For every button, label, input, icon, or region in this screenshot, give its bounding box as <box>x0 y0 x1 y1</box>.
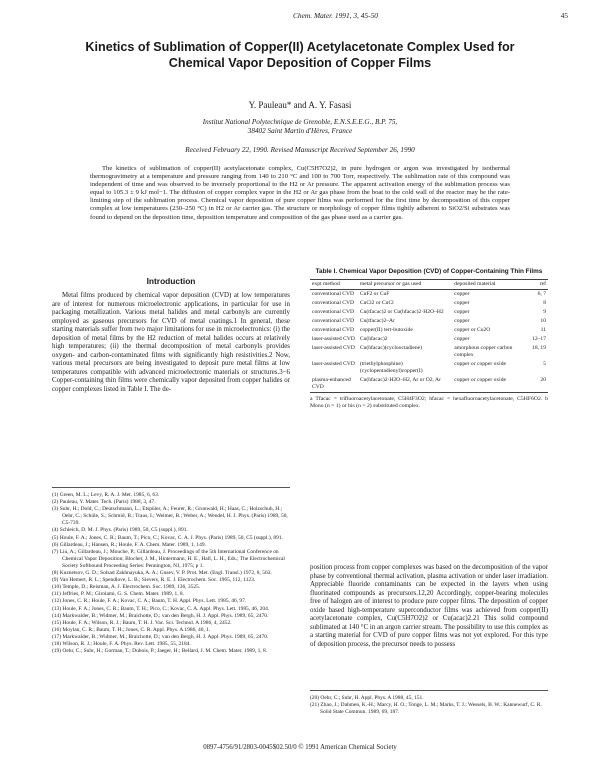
introduction-heading: Introduction <box>146 276 196 286</box>
table-cell: conventional CVD <box>312 299 355 306</box>
table-row <box>310 360 548 376</box>
right-paragraph: position process from copper complexes was based on the decomposition of the vapor phase by conventional thermal activation, plasma activation or under laser irradiation. Appreciable fluoride contaminants can be expected in the layers when using fluorinated compounds as precursors.12,20 Accordingly, copper-bearing molecules free of halogen are of interest to produce pure copper films. The deposition of copper oxide based high-temperature superconductor films was achieved from copper(II) acetylacetonate complex, Cu(C5H7O2)2 or Cu(acac)2.21 This solid compound sublimated at 140 °C in an argon carrier stream. The possibility to use this complex as a starting material for CVD of pure copper films was not yet explored. For this type of deposition process, the precursor needs to possess <box>310 564 548 648</box>
article-title: Kinetics of Sublimation of Copper(II) Acetylacetonate Complex Used for Chemical Vapor Deposition of Copper Films <box>85 40 515 70</box>
reference-item: (17) Markwalder, B.; Widmer, M.; Braichotte, D.; van den Bergh, H. J. Appl. Phys. 1989, 65, 2470. <box>52 633 269 640</box>
affiliation <box>0 118 600 136</box>
reference-item: (19) Oehr, C.; Suhr, H.; Gorman, T.; Dubois, P.; Jaeger, H.; Bellard, J. M. Chem. Mater. 1989, 1, 8. <box>52 648 268 655</box>
table-cell: 9 <box>543 309 546 316</box>
reference-item: (5) Houle, F. A.; Jones, C. R.; Baum, T.; Pico, C.; Kovac, C. A. J. Phys. (Paris) 1989, 50, C5 (suppl.), 891. <box>52 534 283 541</box>
table-cell: CuF2 or CuF <box>359 290 390 297</box>
table-cell: 20 <box>540 376 546 383</box>
reference-item: (18) Wilson, R. J.; Houle, F. A. Phys. Rev. Lett. 1985, 55, 2184. <box>52 640 191 647</box>
table-cell: copper or copper oxide <box>454 376 507 383</box>
table-header-row <box>310 280 548 290</box>
table-cell: 18, 19 <box>532 345 546 352</box>
page-number: 45 <box>560 11 568 20</box>
reference-item: (7) Liu, A.; Gillardeau, J.; Mouche, P.; Gillardeau, J. Proceedings of the 5th International Conference on Chemical Vapor Deposition; Blocher, J. M., Hintermann, H. E., Hall, L. H., Eds.; The Electrochemical Society Softbound Proceeding Series: Pennington, NJ, 1975; p 1. <box>52 548 285 569</box>
table-cell: conventional CVD <box>312 309 355 316</box>
table-row <box>310 326 548 335</box>
table-footnote: a Tfacac = trifluoroacetylacetonate, C5H4F3O2; hfacac = hexafluoroacetylacetonate, C5HF6O2. b Mono (n = 1) or bis (n = 2) substituted complex. <box>310 395 548 409</box>
reference-item: (14) Markwalder, B.; Widmer, M.; Braichotte, D.; van den Bergh, H. J. Appl. Phys. 1989, 65, 2470. <box>52 612 269 619</box>
reference-item: (10) Temple, D.; Reisman, A. J. Electrochem. Soc. 1989, 136, 3525. <box>52 584 201 591</box>
table-header-cell: metal precursor or gas used <box>358 280 452 290</box>
table-row <box>310 344 548 360</box>
table-cell: 5 <box>543 361 546 368</box>
table-cell: (triethylphosphine)(cyclopentadienyl)copper(I) <box>359 361 423 374</box>
table-cell: copper <box>454 336 470 343</box>
table-row <box>310 289 548 299</box>
table-cell: 10 <box>540 318 546 325</box>
table-cell: laser-assisted CVD <box>312 345 355 352</box>
table-cell: Cu(hfacac)(cyclooctadiene) <box>359 345 422 352</box>
reference-item: (1) Green, M. L.; Levy, R. A. J. Met. 1985, 6, 63. <box>52 492 160 498</box>
affiliation-line-1: Institut National Polytechnique de Grenoble, E.N.S.E.E.G., B.P. 75, <box>202 118 398 126</box>
table-cell: laser-assisted CVD <box>312 336 355 343</box>
table-cell: copper <box>454 318 470 325</box>
table-row <box>310 335 548 344</box>
reference-item: (13) Houle, F. A.; Jones, C. R.; Baum, T. H.; Pico, C.; Kovac, C. A. Appl. Phys. Lett. 1985, 46, 204. <box>52 605 270 612</box>
reference-list-right <box>310 690 548 716</box>
reference-item: (4) Schleich, D. M. J. Phys. (Paris) 1989, 50, C5 (suppl.), 891. <box>52 527 188 534</box>
table-cell: copper <box>454 290 470 297</box>
table-row <box>310 308 548 317</box>
table-cell: conventional CVD <box>312 327 355 334</box>
table-cell: amorphous copper carbon complex <box>454 345 513 359</box>
reference-item: (16) Moylan, C. R.; Baum, T. H.; Jones, C. R. Appl. Phys. A 1986, 40, 1. <box>52 626 211 633</box>
affiliation-line-2: 38402 Saint Martin d'Hères, France <box>247 127 353 135</box>
reference-item: (21) Zhao, J.; Dahmen, K.-H.; Marcy, H. O.; Tonge, L. M.; Marks, T. J.; Wessels, B. W.; Kannewurf, C. R. Solid State Commun. 1989, 69, 187. <box>310 702 542 716</box>
received-dates: Received February 22, 1990. Revised Manuscript Received September 26, 1990 <box>185 146 415 154</box>
table-row <box>310 299 548 308</box>
table-cell: copper <box>454 299 470 306</box>
table-cell: conventional CVD <box>312 290 355 297</box>
table-cell: 12–17 <box>532 336 546 343</box>
right-column <box>310 268 548 410</box>
cvd-table <box>310 279 548 393</box>
table-cell: copper or Cu2O <box>454 327 491 334</box>
table-cell: copper <box>454 309 470 316</box>
table-cell: Cu(tfacac)2 or Cu(hfacac)2·H2O–H2 <box>359 309 444 316</box>
table-cell: Cu(hfacac)2 <box>359 336 388 343</box>
table-row <box>310 376 548 392</box>
table-cell: laser-assisted CVD <box>312 361 355 368</box>
reference-item: (12) Jones, C. R.; Houle, F. A.; Kovac, C. A.; Baum, T. H. Appl. Phys. Lett. 1985, 46, 97. <box>52 598 247 605</box>
table-cell: 6, 7 <box>537 290 546 297</box>
reference-list <box>52 487 290 655</box>
table-header-cell: expt method <box>310 280 358 290</box>
running-header <box>0 11 600 23</box>
table-cell: plasma-enhanced CVD <box>312 376 351 390</box>
table-row <box>310 317 548 326</box>
copyright-footer: 0897-4756/91/2803-0045$02.50/0 © 1991 American Chemical Society <box>203 744 397 751</box>
introduction-paragraph: Metal films produced by chemical vapor deposition (CVD) at low temperatures are of interest for numerous microelectronic applications, in particular for use in packaging metallization. Various metal halides and metal carbonyls are currently employed as gaseous precursors for CVD of metal coatings.1 In general, these starting materials suffer from two major limitations for use in microelectronics: (i) the deposition of metal films by the H2 reduction of metal halides occurs at relatively high temperatures; (ii) the thermal decomposition of metal carbonyls provides oxygen- and carbon-contaminated films with significantly high resistivities.2 Now, various metal precursors are being investigated to deposit pure metal films at low temperatures compatible with advanced microelectronic materials or structures.3−6 Copper-containing thin films were chemically vapor deposited from copper halides or copper complexes listed in Table I. The de- <box>52 292 290 394</box>
table-cell: Cu(tfacac)2–Ar <box>359 318 395 325</box>
table-cell: CuCl2 or CuCl <box>359 299 394 306</box>
table-header-cell: deposited material <box>452 280 516 290</box>
table-cell: 11 <box>540 327 546 334</box>
table-cell: conventional CVD <box>312 318 355 325</box>
table-body <box>310 289 548 392</box>
right-body-text <box>310 564 548 649</box>
table-cell: copper(II) tert-butoxide <box>359 327 413 334</box>
reference-item: (8) Kuznetsov, G. D.; Solsad Zakhnayuka, A. A.; Gusev, V. P. Prot. Met. (Engl. Transl.) 1972, 8, 563. <box>52 570 272 577</box>
table-caption: Table I. Chemical Vapor Deposition (CVD) of Copper-Containing Thin Films <box>315 268 543 275</box>
table-cell: 8 <box>543 299 546 306</box>
reference-item: (3) Suhr, H.; Dold, C.; Deutschmann, L.; Etspüler, A.; Feurer, R.; Grunwald, H.; Haas, C.; Holzschuh, H.; Oehr, C.; Schüle, S.; Schmid, B.; Traus, I.; Weimer, B.; Weber, A.; Wendel, H. J. Phys. (Paris) 1989, 50, C5-739. <box>52 506 288 527</box>
journal-citation: Chem. Mater. 1991, 3, 45-50 <box>293 11 378 20</box>
reference-item: (6) Gillardeau, J.; Hansen, R.; Houle, F. A. Chem. Mater. 1989, 1, 149. <box>52 541 206 548</box>
reference-item: (2) Pauleau, Y. Mater. Tech. (Paris) 1988, 3, 47. <box>52 499 156 506</box>
reference-item: (20) Oehr, C.; Suhr, H. Appl. Phys. A 1988, 45, 151. <box>310 695 424 701</box>
table-cell: copper or copper oxide <box>454 361 507 368</box>
reference-item: (15) Houle, F. A.; Wilson, R. J.; Baum, T. H. J. Vac. Sci. Technol. A 1986, 4, 2452. <box>52 619 232 626</box>
author-list: Y. Pauleau* and A. Y. Fasasi <box>248 100 352 110</box>
reference-item: (9) Van Hemert, R. L.; Spendlove, L. B.; Sievers, R. E. J. Electrochem. Soc. 1965, 112, 1123. <box>52 577 256 584</box>
table-header-cell: ref <box>516 280 548 290</box>
table-cell: Cu(hfacac)2·H2O–H2, Ar or O2, Ar <box>359 376 441 383</box>
left-column <box>52 268 290 395</box>
abstract: The kinetics of sublimation of copper(II) acetylacetonate complex, Cu(C5H7O2)2, in pure hydrogen or argon was investigated by isothermal thermogravimetry at a temperature and pressure ranging from 140 to 210 °C and 100 to 700 Torr, respectively. The sublimation rate of this compound was independent of time and was observed to be inversely proportional to the H2 or Ar pressure. The apparent activation energy of the sublimation process was equal to 105.3 ± 9 kJ mol−1. The diffusion of copper complex vapor in the H2 or Ar gas phase from the boat to the cold wall of the reactor may be the rate-limiting step of the sublimation process. Chemical vapor deposition of pure copper films was performed for the first time by decomposition of this copper complex at low temperatures (230–250 °C) in H2 or Ar carrier gas. The structure or morphology of copper films tightly adherent to SiO2/Si substrates was found to depend on the deposition time, deposition temperature and composition of the gas phase used as a carrier gas. <box>90 165 510 221</box>
reference-item: (11) Jeffries, P. M.; Girolami, G. S. Chem. Mater. 1989, 1, 8. <box>52 591 184 598</box>
